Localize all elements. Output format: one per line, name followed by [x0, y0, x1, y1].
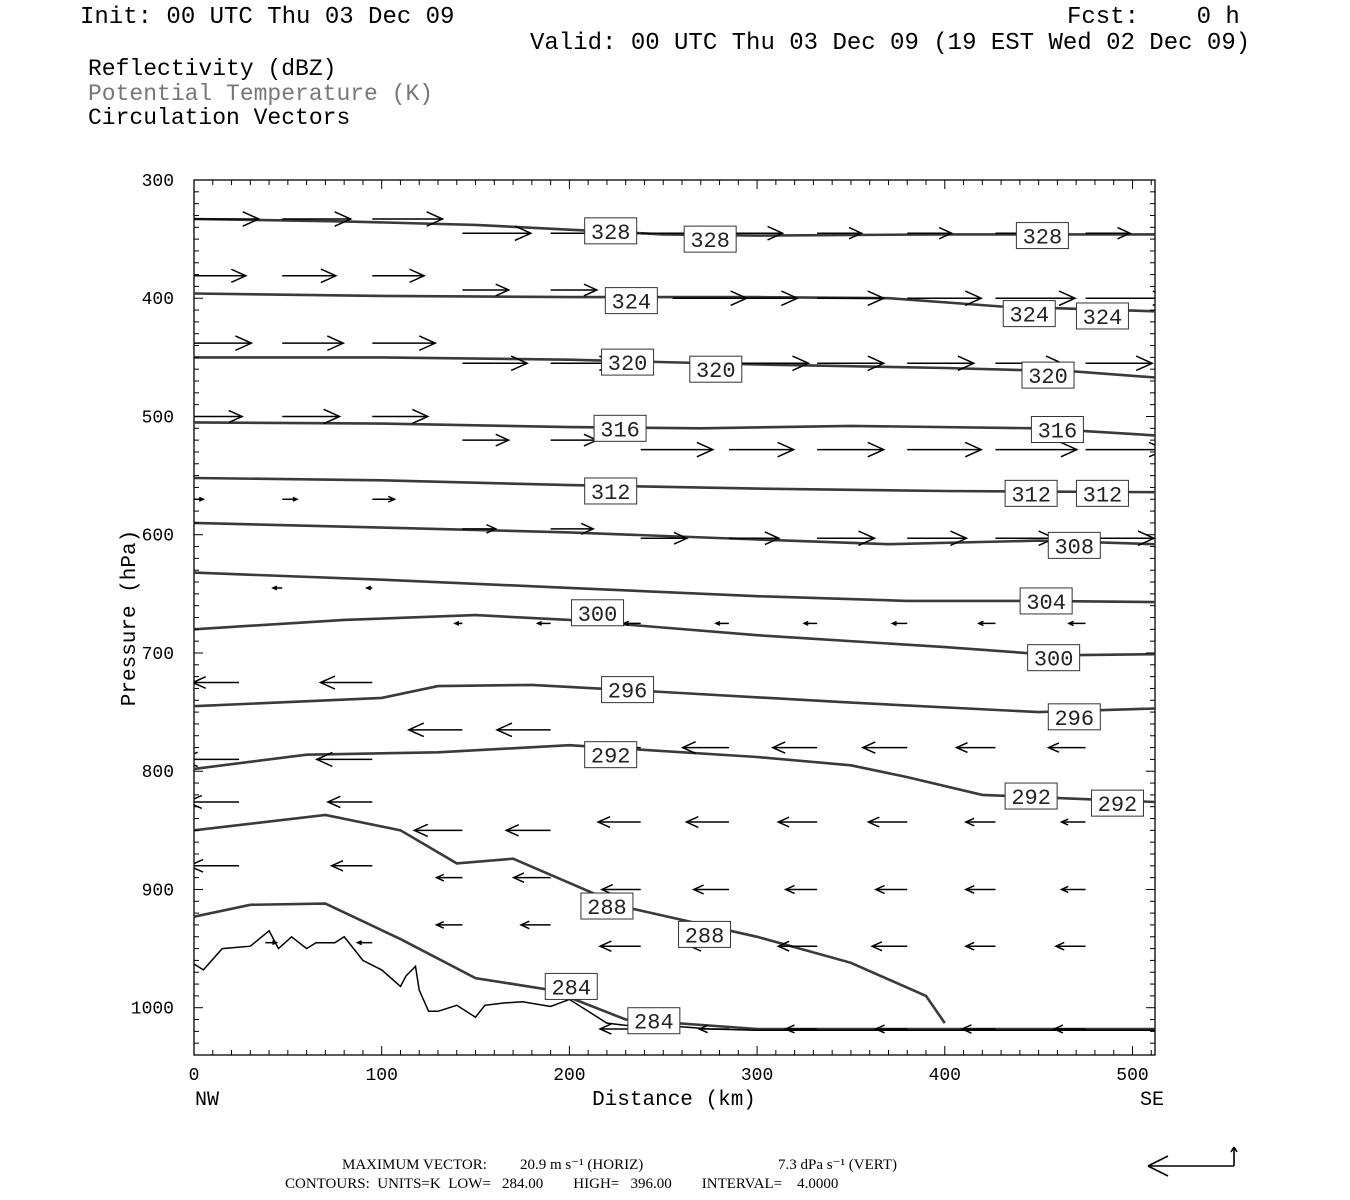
circulation-vector: [778, 817, 817, 827]
circulation-vector: [194, 269, 246, 282]
contour-label-288: [679, 921, 731, 949]
contour-label-312: [585, 478, 637, 506]
contour-label-text: 296: [1054, 706, 1095, 732]
contour-label-text: 316: [1037, 419, 1078, 445]
circulation-vector: [367, 586, 373, 590]
contour-label-324: [1003, 301, 1055, 329]
circulation-vector: [778, 941, 817, 951]
contour-label-288: [581, 893, 633, 921]
circulation-vector: [641, 442, 713, 456]
x-tick-label: 500: [1116, 1066, 1149, 1086]
contour-label-304: [1020, 588, 1072, 616]
y-tick-label: 1000: [130, 999, 174, 1020]
circulation-vector: [437, 874, 463, 881]
init-time-label: Init: 00 UTC Thu 03 Dec 09: [80, 4, 455, 31]
circulation-vector: [409, 723, 463, 737]
x-tick-labels: [189, 1066, 1149, 1086]
x-axis-end-label-nw: NW: [195, 1089, 220, 1112]
contour-label-text: 312: [1082, 483, 1123, 509]
contour-label-324: [605, 288, 657, 316]
valid-time-label: Valid: 00 UTC Thu 03 Dec 09 (19 EST Wed 02 Dec 09): [530, 30, 1251, 57]
circulation-vector: [957, 743, 996, 753]
contour-label-text: 324: [1082, 305, 1123, 331]
field-label-reflectivity: Reflectivity (dBZ): [88, 56, 337, 82]
contour-label-text: 320: [695, 359, 736, 385]
circulation-vector: [1086, 442, 1166, 456]
x-tick-label: 300: [740, 1066, 774, 1086]
contour-label-text: 300: [1033, 647, 1074, 673]
circulation-vector: [273, 586, 282, 590]
circulation-vector: [773, 742, 817, 753]
circulation-vector: [995, 531, 1054, 545]
circulation-vector: [282, 269, 336, 283]
circulation-vector: [876, 1025, 907, 1033]
contour-label-296: [602, 677, 654, 705]
circulation-vector: [372, 269, 424, 282]
contour-label-324: [1076, 303, 1128, 331]
isentrope-304: [194, 573, 1155, 603]
contour-label-296: [1048, 704, 1100, 732]
contour-label-316: [1031, 416, 1083, 444]
y-tick-label: 300: [141, 172, 174, 192]
circulation-vector: [462, 284, 508, 296]
circulation-vector: [694, 885, 729, 894]
isentrope-308: [194, 523, 1155, 544]
circulation-vector: [1062, 886, 1086, 892]
contour-label-320: [690, 356, 742, 384]
circulation-vector: [1086, 356, 1153, 370]
circulation-vector: [979, 621, 996, 625]
circulation-vector: [729, 291, 797, 305]
circulation-vector: [372, 496, 394, 502]
y-axis-label: Pressure (hPa): [119, 529, 142, 707]
circulation-vector: [716, 622, 729, 626]
contour-label-328: [1016, 223, 1068, 251]
circulation-vector: [892, 622, 907, 626]
circulation-vector: [551, 284, 597, 296]
contour-label-text: 288: [684, 924, 725, 950]
contour-label-text: 284: [551, 976, 592, 1002]
contour-label-284: [628, 1008, 680, 1036]
circulation-vector: [600, 941, 641, 951]
contour-label-text: 288: [587, 896, 627, 922]
circulation-vector: [729, 442, 794, 456]
circulation-vector: [282, 497, 297, 501]
contour-label-320: [1022, 362, 1074, 390]
circulation-vector: [786, 1025, 817, 1033]
field-label-circulation-vectors: Circulation Vectors: [88, 105, 351, 131]
circulation-vector: [786, 885, 817, 893]
forecast-hour-label: Fcst: 0 h: [1067, 4, 1240, 31]
circulation-vector: [506, 825, 550, 836]
circulation-vector: [817, 291, 884, 305]
circulation-vector: [358, 941, 373, 945]
contour-label-text: 312: [590, 480, 631, 506]
circulation-vector: [804, 622, 817, 626]
x-axis-label: Distance (km): [592, 1089, 756, 1112]
circulation-vector: [962, 1025, 995, 1033]
contour-label-292: [585, 742, 637, 770]
circulation-vector: [521, 921, 551, 928]
circulation-vector: [372, 336, 435, 350]
circulation-vector: [868, 817, 907, 827]
contour-label-text: 304: [1026, 590, 1066, 616]
contour-label-text: 300: [577, 602, 618, 628]
y-tick-label: 500: [141, 408, 174, 429]
circulation-vector: [194, 212, 259, 226]
contour-label-text: 308: [1054, 535, 1095, 561]
field-label-potential-temperature: Potential Temperature (K): [88, 81, 434, 107]
circulation-vector: [872, 942, 907, 951]
max-vector-key-arrow: [1148, 1147, 1237, 1176]
contour-label-320: [602, 349, 654, 377]
contour-label-300: [572, 600, 624, 628]
contour-label-text: 320: [607, 352, 648, 378]
isentrope-300: [194, 615, 1155, 655]
circulation-vector: [462, 525, 495, 533]
contour-label-312: [1005, 480, 1057, 508]
max-vector-label: MAXIMUM VECTOR:: [342, 1157, 487, 1173]
circulation-vector: [462, 434, 508, 446]
circulation-vector: [907, 442, 981, 456]
circulation-vector: [1086, 228, 1130, 239]
contour-label-328: [585, 218, 637, 246]
x-tick-label: 0: [188, 1066, 200, 1086]
contour-label-328: [684, 226, 736, 254]
contour-label-text: 292: [590, 744, 631, 770]
contour-label-text: 328: [590, 220, 631, 246]
contour-labels: [545, 218, 1143, 1036]
x-tick-label: 200: [553, 1066, 586, 1086]
circulation-vector: [1054, 1025, 1085, 1033]
y-tick-label: 900: [141, 881, 174, 902]
isentrope-316: [194, 422, 1155, 435]
circulation-vector: [817, 442, 884, 456]
contour-label-text: 328: [1022, 225, 1063, 251]
circulation-vector: [514, 873, 551, 882]
circulation-vector: [863, 742, 907, 753]
x-tick-label: 400: [928, 1066, 961, 1086]
max-vector-horizontal: 20.9 m s⁻¹ (HORIZ): [520, 1157, 644, 1173]
circulation-vector: [729, 226, 783, 240]
circulation-vector: [455, 622, 462, 626]
contour-label-284: [545, 973, 597, 1001]
contour-label-text: 324: [611, 290, 652, 316]
circulation-vector: [437, 922, 463, 929]
y-tick-label: 600: [141, 526, 174, 547]
x-tick-label: 100: [365, 1066, 398, 1086]
circulation-vector: [551, 434, 597, 446]
circulation-vector: [372, 409, 428, 423]
isentrope-320: [194, 357, 1155, 377]
circulation-vector: [328, 796, 372, 807]
contour-label-292: [1091, 790, 1143, 818]
contour-label-312: [1076, 480, 1128, 508]
circulation-vector: [282, 336, 343, 350]
x-axis-end-label-se: SE: [1140, 1089, 1165, 1112]
circulation-vector: [497, 723, 551, 737]
contour-label-text: 328: [690, 229, 730, 255]
circulation-vector: [729, 532, 779, 545]
contour-label-text: 296: [607, 679, 648, 705]
contour-label-text: 292: [1097, 793, 1138, 819]
contour-label-292: [1005, 783, 1057, 811]
circulation-vector: [538, 622, 551, 626]
circulation-vector: [966, 818, 996, 825]
circulation-vector: [321, 676, 373, 689]
contour-label-308: [1048, 532, 1100, 560]
circulation-vector: [966, 886, 996, 893]
circulation-vector: [282, 409, 339, 423]
contour-label-text: 324: [1009, 303, 1050, 329]
circulation-vector: [907, 228, 951, 239]
contour-info: CONTOURS: UNITS=K LOW= 284.00 HIGH= 396.00 INTERVAL= 4.0000: [285, 1176, 839, 1192]
circulation-vector: [1056, 942, 1086, 949]
circulation-vector: [876, 885, 907, 893]
contour-label-text: 284: [634, 1010, 674, 1036]
contour-label-text: 292: [1011, 786, 1051, 812]
circulation-vector: [265, 941, 276, 945]
max-vector-vertical: 7.3 dPa s⁻¹ (VERT): [778, 1157, 898, 1173]
circulation-vector: [193, 677, 239, 689]
circulation-vector: [194, 336, 251, 350]
circulation-vector: [414, 824, 462, 836]
contour-label-text: 320: [1028, 365, 1068, 391]
contour-label-text: 316: [600, 418, 640, 444]
contour-label-316: [594, 415, 646, 443]
contour-label-text: 312: [1011, 483, 1051, 509]
y-tick-label: 700: [141, 644, 174, 665]
isentrope-296: [194, 685, 1155, 712]
circulation-vector: [598, 817, 641, 828]
circulation-vector: [1049, 743, 1086, 752]
circulation-vectors: [182, 212, 1169, 1034]
circulation-vector: [686, 817, 729, 828]
y-tick-label: 400: [141, 290, 174, 311]
contour-label-300: [1028, 645, 1080, 673]
circulation-vector: [282, 212, 350, 226]
circulation-vector: [462, 226, 530, 240]
circulation-vector: [332, 861, 373, 871]
circulation-vector: [1062, 819, 1086, 825]
circulation-vector: [995, 442, 1076, 456]
circulation-vector: [1069, 621, 1086, 625]
circulation-vector: [817, 356, 884, 370]
circulation-vector: [817, 228, 861, 239]
y-tick-label: 800: [141, 763, 174, 784]
circulation-vector: [966, 942, 996, 949]
